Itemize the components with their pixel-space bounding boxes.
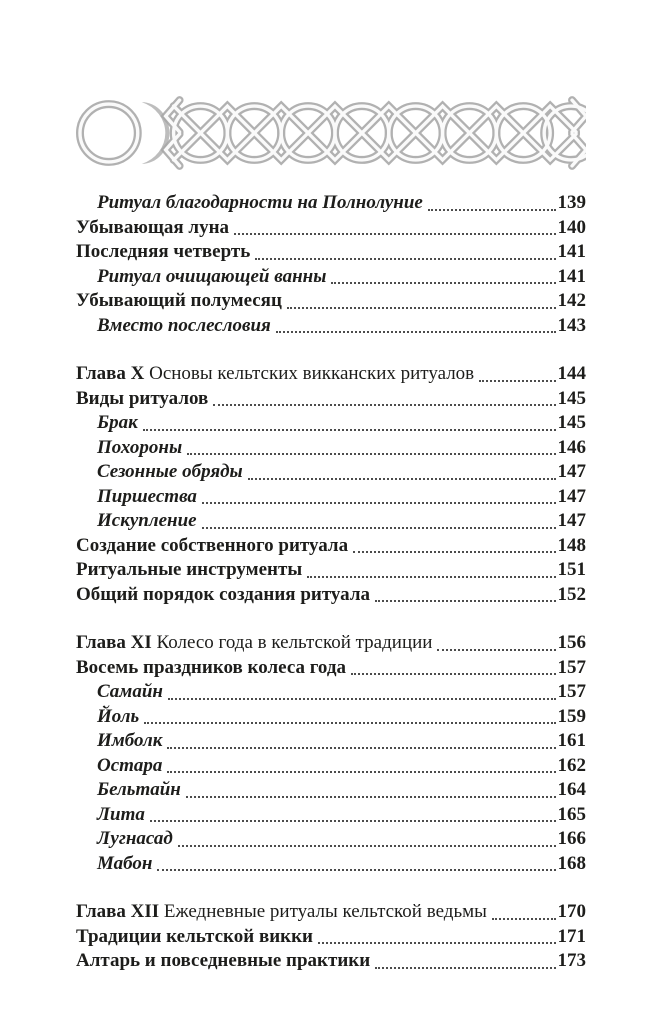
toc-entry: [76, 583, 586, 608]
toc-entry-label: Лугнасад: [97, 828, 173, 849]
toc-entry-page: 143: [557, 314, 586, 336]
dot-leader: [348, 534, 557, 559]
toc-entry: [76, 778, 586, 803]
toc-entry-label: Глава XI Колесо года в кельтской традиции: [76, 632, 433, 653]
toc-entry-label: Создание собственного ритуала: [76, 534, 349, 556]
toc-entry-label: Последняя четверть: [76, 241, 251, 262]
dot-leader: [271, 314, 558, 339]
dot-leader: [346, 656, 558, 681]
toc-entry-label: Вместо послесловия: [97, 314, 271, 336]
toc-entry-label: Похороны: [97, 436, 183, 458]
toc-entry-page: 148: [557, 534, 586, 556]
toc-entry: [76, 631, 586, 656]
toc-entry: [76, 436, 586, 461]
toc-entry-page: 141: [557, 265, 586, 287]
toc-entry-page: 147: [557, 485, 586, 507]
toc-entry-page: 144: [557, 363, 586, 384]
toc-entry-label: Имболк: [97, 730, 163, 751]
toc-entry: [76, 191, 586, 216]
toc-entry-label: Глава X Основы кельтских викканских ритуалов: [76, 363, 475, 384]
toc-entry-page: 139: [557, 192, 586, 213]
toc-entry-page: 156: [557, 632, 586, 653]
toc-entry-label: Брак: [97, 412, 138, 433]
chapter-prefix: Глава XII: [76, 901, 164, 922]
toc-entry: [76, 314, 586, 339]
dot-leader: [162, 729, 557, 754]
toc-entry-page: 157: [557, 656, 586, 678]
dot-leader: [370, 949, 557, 974]
dot-leader: [173, 827, 558, 852]
toc-entry-page: 170: [557, 901, 586, 922]
toc-entry: [76, 705, 586, 730]
toc-entry: [76, 803, 586, 828]
toc-entry: [76, 925, 586, 950]
dot-leader: [208, 387, 557, 412]
toc-entry-label: Йоль: [97, 705, 140, 727]
toc-entry-label: Лита: [97, 803, 145, 825]
toc-entry-page: 161: [557, 730, 586, 751]
dot-leader: [302, 558, 557, 583]
toc-entry: [76, 460, 586, 485]
dot-leader: [197, 509, 558, 534]
dot-leader: [152, 852, 557, 877]
dot-leader: [432, 631, 557, 656]
dot-leader: [474, 362, 557, 387]
toc-section: [76, 191, 586, 338]
dot-leader: [162, 754, 557, 779]
toc-entry: [76, 265, 586, 290]
toc-entry-page: 159: [557, 705, 586, 727]
toc-entry: [76, 485, 586, 510]
toc-entry-page: 164: [557, 779, 586, 800]
toc-entry: [76, 240, 586, 265]
dot-leader: [229, 216, 557, 241]
toc-entry-page: 166: [557, 828, 586, 849]
toc-entry-label: Ритуал благодарности на Полнолуние: [97, 192, 423, 213]
dot-leader: [326, 265, 557, 290]
toc-entry-label: Ритуал очищающей ванны: [97, 265, 327, 287]
dot-leader: [487, 900, 558, 925]
dot-leader: [282, 289, 558, 314]
toc-entry-page: 146: [557, 436, 586, 458]
dot-leader: [139, 705, 557, 730]
chapter-prefix: Глава XI: [76, 632, 157, 653]
toc-entry-label: Остара: [97, 754, 163, 776]
toc-entry-page: 142: [557, 290, 586, 311]
toc-entry-page: 151: [557, 559, 586, 580]
toc-entry-label: Мабон: [97, 852, 153, 874]
dot-leader: [370, 583, 558, 608]
toc-entry-label: Убывающий полумесяц: [76, 290, 282, 311]
dot-leader: [182, 436, 557, 461]
toc-entry-page: 152: [557, 583, 586, 605]
toc-entry: [76, 827, 586, 852]
toc-entry: [76, 534, 586, 559]
toc-entry-label: Алтарь и повседневные практики: [76, 950, 371, 971]
toc-section: [76, 362, 586, 607]
toc-entry-label: Пиршества: [97, 485, 197, 507]
toc-entry-page: 162: [557, 754, 586, 776]
toc-entry-page: 157: [557, 681, 586, 702]
toc-section: [76, 900, 586, 974]
toc-entry-label: Общий порядок создания ритуала: [76, 583, 370, 605]
toc-entry-page: 140: [557, 216, 586, 238]
toc-entry-page: 165: [557, 803, 586, 825]
dot-leader: [423, 191, 558, 216]
toc-entry: [76, 754, 586, 779]
dot-leader: [145, 803, 558, 828]
toc-entry-label: Виды ритуалов: [76, 387, 209, 409]
toc-entry-label: Искупление: [97, 510, 197, 531]
toc-entry: [76, 411, 586, 436]
dot-leader: [243, 460, 558, 485]
toc-entry: [76, 852, 586, 877]
toc-entry-page: 145: [557, 387, 586, 409]
dot-leader: [313, 925, 558, 950]
toc-entry: [76, 900, 586, 925]
toc-entry-page: 145: [557, 412, 586, 433]
toc-entry-label: Бельтайн: [97, 779, 181, 800]
dot-leader: [181, 778, 558, 803]
toc-entry: [76, 289, 586, 314]
toc-entry-page: 141: [557, 241, 586, 262]
toc-entry: [76, 362, 586, 387]
celtic-knot-ornament: [76, 92, 586, 174]
toc-entry-page: 147: [557, 461, 586, 482]
chapter-prefix: Глава X: [76, 363, 150, 384]
dot-leader: [163, 680, 558, 705]
toc-entry-page: 147: [557, 510, 586, 531]
toc-entry: [76, 387, 586, 412]
toc-entry-label: Ритуальные инструменты: [76, 559, 303, 580]
toc-entry-label: Глава XII Ежедневные ритуалы кельтской ведьмы: [76, 901, 487, 922]
toc-entry-label: Самайн: [97, 681, 163, 702]
dot-leader: [250, 240, 557, 265]
toc-entry-page: 168: [557, 852, 586, 874]
toc-entry: [76, 216, 586, 241]
toc-entry-label: Сезонные обряды: [97, 461, 243, 482]
toc-entry: [76, 949, 586, 974]
dot-leader: [197, 485, 558, 510]
toc-section: [76, 631, 586, 876]
toc-entry-label: Убывающая луна: [76, 216, 230, 238]
toc-entry: [76, 656, 586, 681]
toc-entry: [76, 729, 586, 754]
toc-entry-label: Восемь праздников колеса года: [76, 656, 346, 678]
dot-leader: [138, 411, 558, 436]
toc-entry: [76, 680, 586, 705]
toc: [76, 191, 586, 974]
toc-entry-page: 171: [557, 925, 586, 947]
toc-entry-label: Традиции кельтской викки: [76, 925, 313, 947]
toc-entry: [76, 509, 586, 534]
toc-entry-page: 173: [557, 950, 586, 971]
toc-entry: [76, 558, 586, 583]
